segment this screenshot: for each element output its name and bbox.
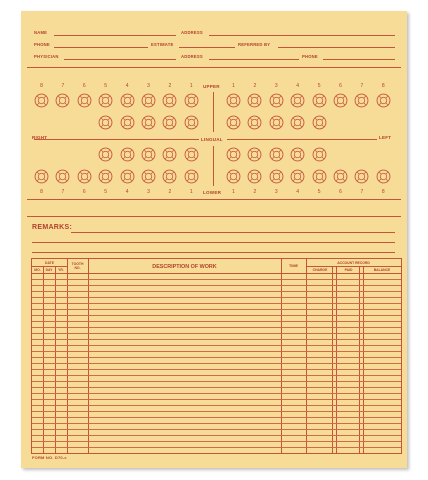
lower-tooth-inner-left[interactable]: [184, 147, 199, 162]
lower-tooth-inner-left[interactable]: [98, 147, 113, 162]
account-record-header: ACCOUNT RECORD: [337, 261, 370, 265]
table-row-line[interactable]: [32, 387, 401, 388]
yr-header: YR.: [58, 268, 64, 272]
table-row-line[interactable]: [32, 315, 401, 316]
lower-number-left: 4: [125, 189, 129, 195]
lower-number-right: 7: [360, 189, 364, 195]
lower-number-right: 2: [253, 189, 257, 195]
upper-tooth-outer-right[interactable]: [312, 93, 327, 108]
upper-tooth-inner-right[interactable]: [312, 115, 327, 130]
lower-number-right: 1: [232, 189, 235, 195]
table-row-line[interactable]: [32, 399, 401, 400]
upper-number-right: 6: [339, 83, 342, 89]
upper-tooth-outer-left[interactable]: [162, 93, 177, 108]
lower-number-left: 6: [82, 189, 86, 195]
lower-tooth-outer-right[interactable]: [247, 169, 262, 184]
upper-number-right: 7: [360, 83, 364, 89]
lower-tooth-inner-left[interactable]: [141, 147, 156, 162]
lower-number-left: 7: [61, 189, 65, 195]
charge-header: CHARGE: [312, 268, 328, 272]
account-header-line: [306, 266, 401, 267]
upper-tooth-inner-right[interactable]: [269, 115, 284, 130]
lower-tooth-outer-left[interactable]: [162, 169, 177, 184]
table-row-line[interactable]: [32, 357, 401, 358]
lower-tooth-outer-right[interactable]: [376, 169, 391, 184]
estimate-line[interactable]: [179, 47, 235, 48]
upper-tooth-outer-left[interactable]: [55, 93, 70, 108]
table-row-line[interactable]: [32, 423, 401, 424]
lower-number-right: 4: [296, 189, 300, 195]
lower-number-left: 1: [189, 189, 193, 195]
lower-tooth-outer-right[interactable]: [290, 169, 305, 184]
table-row-line[interactable]: [32, 393, 401, 394]
upper-tooth-outer-right[interactable]: [354, 93, 369, 108]
table-row-line[interactable]: [32, 321, 401, 322]
date-header-line: [32, 266, 67, 267]
upper-number-left: 5: [104, 83, 108, 89]
lower-tooth-outer-right[interactable]: [312, 169, 327, 184]
lingual-label: LINGUAL: [201, 137, 223, 142]
table-row-line[interactable]: [32, 327, 401, 328]
right-label: RIGHT: [32, 135, 48, 140]
lower-tooth-inner-right[interactable]: [247, 147, 262, 162]
table-row-line[interactable]: [32, 285, 401, 286]
header-divider: [27, 67, 401, 68]
lower-tooth-outer-left[interactable]: [120, 169, 135, 184]
upper-tooth-outer-right[interactable]: [226, 93, 241, 108]
phone-line[interactable]: [54, 47, 148, 48]
table-row-line[interactable]: [32, 339, 401, 340]
lower-number-left: 8: [40, 189, 43, 195]
chart-divider: [27, 199, 401, 200]
lower-tooth-outer-left[interactable]: [141, 169, 156, 184]
phone-label: PHONE: [34, 42, 50, 47]
table-row-line[interactable]: [32, 369, 401, 370]
description-header: DESCRIPTION OF WORK: [152, 264, 217, 270]
lower-tooth-inner-right[interactable]: [269, 147, 284, 162]
remarks-line-3[interactable]: [32, 252, 395, 253]
address-label: ADDRESS: [181, 30, 203, 35]
left-label: LEFT: [379, 135, 392, 140]
address-line[interactable]: [209, 35, 395, 36]
table-row-line[interactable]: [32, 363, 401, 364]
tooth-header: TOOTH NO.: [71, 262, 84, 270]
lower-number-right: 3: [274, 189, 278, 195]
upper-number-right: 5: [317, 83, 321, 89]
upper-tooth-inner-left[interactable]: [120, 115, 135, 130]
table-row-line[interactable]: [32, 375, 401, 376]
vertical-midline-upper: [213, 92, 214, 132]
table-row-line[interactable]: [32, 411, 401, 412]
remarks-line-1[interactable]: [71, 232, 395, 233]
table-row-line[interactable]: [32, 381, 401, 382]
lower-tooth-inner-right[interactable]: [312, 147, 327, 162]
chart-divider-2: [27, 216, 401, 217]
upper-number-left: 3: [147, 83, 150, 89]
remarks-line-2[interactable]: [32, 242, 395, 243]
upper-number-left: 2: [168, 83, 172, 89]
upper-number-right: 1: [232, 83, 235, 89]
lower-tooth-outer-left[interactable]: [34, 169, 49, 184]
table-row-line[interactable]: [32, 447, 401, 448]
midline-left: [34, 139, 199, 140]
lower-number-right: 8: [381, 189, 385, 195]
lower-tooth-outer-right[interactable]: [269, 169, 284, 184]
estimate-label: ESTIMATE: [151, 42, 174, 47]
upper-tooth-outer-left[interactable]: [34, 93, 49, 108]
upper-tooth-outer-right[interactable]: [247, 93, 262, 108]
upper-number-right: 2: [253, 83, 257, 89]
upper-tooth-inner-left[interactable]: [184, 115, 199, 130]
remarks-label: REMARKS:: [32, 224, 73, 231]
table-row-line[interactable]: [32, 297, 401, 298]
referred-by-line[interactable]: [278, 47, 395, 48]
name-line[interactable]: [54, 35, 176, 36]
upper-tooth-outer-right[interactable]: [290, 93, 305, 108]
lower-tooth-outer-right[interactable]: [333, 169, 348, 184]
col-sep-paid-b: [363, 266, 364, 453]
day-header: DAY: [45, 268, 53, 272]
upper-tooth-inner-right[interactable]: [290, 115, 305, 130]
treatment-table: [31, 258, 402, 454]
lower-tooth-inner-left[interactable]: [120, 147, 135, 162]
table-row-line[interactable]: [32, 279, 401, 280]
upper-tooth-outer-left[interactable]: [184, 93, 199, 108]
lower-number-left: 3: [147, 189, 150, 195]
lower-number-right: 5: [317, 189, 321, 195]
mo-header: MO.: [34, 268, 41, 272]
table-row-line[interactable]: [32, 333, 401, 334]
lower-tooth-outer-right[interactable]: [354, 169, 369, 184]
upper-tooth-inner-right[interactable]: [247, 115, 262, 130]
col-sep-mo: [43, 266, 44, 453]
col-sep-charge-a: [332, 266, 333, 453]
physician-line[interactable]: [64, 59, 176, 60]
upper-number-left: 6: [82, 83, 86, 89]
table-row-line[interactable]: [32, 309, 401, 310]
lower-number-left: 2: [168, 189, 172, 195]
table-row-line[interactable]: [32, 291, 401, 292]
lower-number-right: 6: [339, 189, 342, 195]
table-row-line[interactable]: [32, 435, 401, 436]
lower-tooth-outer-left[interactable]: [98, 169, 113, 184]
lower-tooth-inner-right[interactable]: [226, 147, 241, 162]
upper-number-left: 1: [189, 83, 193, 89]
physician-address-label: ADDRESS: [181, 54, 203, 59]
upper-number-left: 8: [40, 83, 43, 89]
table-row-line[interactable]: [32, 351, 401, 352]
physician-phone-label: PHONE: [302, 54, 318, 59]
upper-tooth-outer-left[interactable]: [120, 93, 135, 108]
referred-by-label: REFERRED BY: [238, 42, 271, 47]
upper-tooth-inner-left[interactable]: [141, 115, 156, 130]
upper-tooth-outer-right[interactable]: [333, 93, 348, 108]
header-bottom-line: [32, 273, 401, 274]
lower-label: LOWER: [203, 190, 222, 195]
time-header: TIME: [288, 264, 299, 268]
upper-number-left: 7: [61, 83, 65, 89]
table-row-line[interactable]: [32, 405, 401, 406]
lower-tooth-outer-right[interactable]: [226, 169, 241, 184]
col-sep-charge-b: [336, 266, 337, 453]
upper-tooth-outer-left[interactable]: [77, 93, 92, 108]
name-label: NAME: [34, 30, 48, 35]
physician-address-line[interactable]: [209, 59, 299, 60]
paid-header: PAID: [344, 268, 353, 272]
form-number: FORM NO. D70-c: [32, 455, 67, 460]
upper-tooth-inner-left[interactable]: [98, 115, 113, 130]
table-row-line[interactable]: [32, 345, 401, 346]
upper-tooth-outer-right[interactable]: [269, 93, 284, 108]
upper-tooth-inner-right[interactable]: [226, 115, 241, 130]
lower-tooth-outer-left[interactable]: [55, 169, 70, 184]
upper-number-right: 8: [381, 83, 385, 89]
balance-header: BALANCE: [373, 268, 391, 272]
upper-number-right: 4: [296, 83, 300, 89]
dental-record-card: [21, 11, 407, 468]
upper-tooth-inner-left[interactable]: [162, 115, 177, 130]
upper-number-right: 3: [274, 83, 278, 89]
date-header: DATE: [45, 261, 54, 265]
table-row-line[interactable]: [32, 429, 401, 430]
table-row-line[interactable]: [32, 303, 401, 304]
lower-tooth-inner-right[interactable]: [290, 147, 305, 162]
vertical-midline-lower: [213, 146, 214, 186]
table-row-line[interactable]: [32, 417, 401, 418]
upper-label: UPPER: [203, 84, 220, 89]
physician-phone-line[interactable]: [323, 59, 395, 60]
upper-tooth-outer-right[interactable]: [376, 93, 391, 108]
table-row-line[interactable]: [32, 441, 401, 442]
lower-tooth-inner-left[interactable]: [162, 147, 177, 162]
upper-number-left: 4: [125, 83, 129, 89]
lower-number-left: 5: [104, 189, 108, 195]
physician-label: PHYSICIAN: [34, 54, 59, 59]
upper-tooth-outer-left[interactable]: [98, 93, 113, 108]
col-sep-paid-a: [359, 266, 360, 453]
upper-tooth-outer-left[interactable]: [141, 93, 156, 108]
lower-tooth-outer-left[interactable]: [184, 169, 199, 184]
col-sep-day: [55, 266, 56, 453]
midline-right: [227, 139, 377, 140]
lower-tooth-outer-left[interactable]: [77, 169, 92, 184]
